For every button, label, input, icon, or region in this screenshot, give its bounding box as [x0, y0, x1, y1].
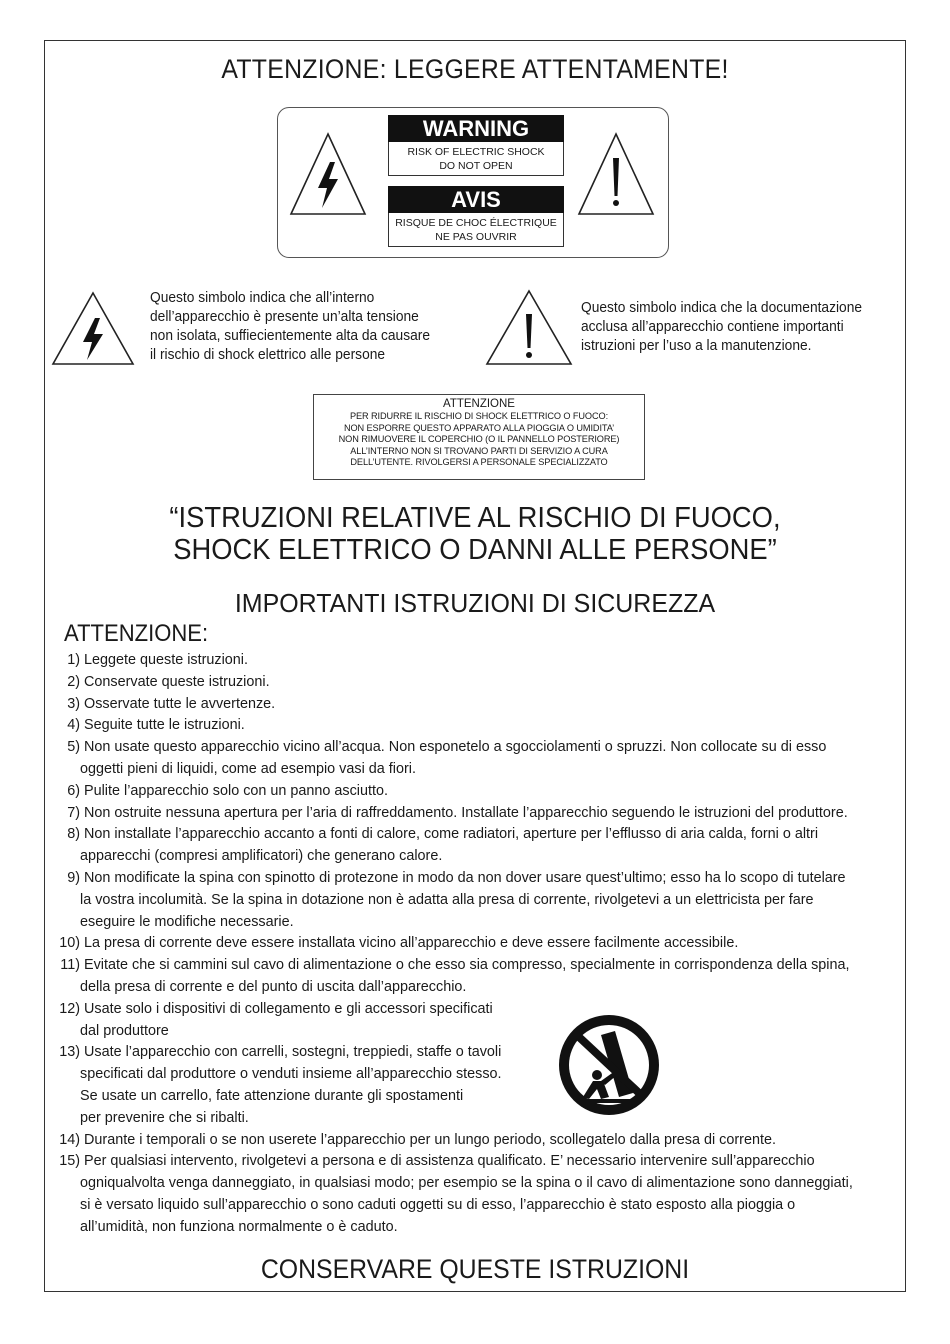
instruction-number: 7): [67, 804, 80, 821]
instruction-text: per prevenire che si ribalti.: [80, 1109, 249, 1126]
instruction-text: Usate l’apparecchio con carrelli, sostegni, treppiedi, staffe o tavoli: [84, 1044, 502, 1061]
fire-shock-title-line-1: “ISTRUZIONI RELATIVE AL RISCHIO DI FUOCO,: [169, 502, 781, 534]
instruction-text: Non installate l’apparecchio accanto a fonti di calore, come radiatori, aperture per l’efflusso di aria calda, forni o altri: [84, 826, 819, 843]
instruction-item: [50, 672, 270, 694]
instruction-item: [50, 803, 848, 825]
instruction-text: specificati dal produttore o venduti insieme all’apparecchio stesso.: [80, 1066, 502, 1083]
instruction-continuation: [50, 890, 814, 912]
attention-notice-line: PER RIDURRE IL RISCHIO DI SHOCK ELETTRICO O FUOCO:: [349, 411, 609, 421]
instruction-item: [50, 1042, 501, 1064]
avis-text: [388, 213, 564, 247]
text-line: acclusa all’apparecchio contiene importanti: [581, 319, 844, 335]
warning-line: RISK OF ELECTRIC SHOCK: [407, 146, 545, 158]
instruction-text: dal produttore: [80, 1022, 169, 1039]
instruction-text: si è versato liquido sull’apparecchio o sono caduti oggetti su di esso, l’apparecchio è stato esposto alla pioggia o: [80, 1197, 796, 1213]
instruction-continuation: [50, 1108, 249, 1130]
instruction-text: Leggete queste istruzioni.: [84, 652, 249, 668]
avis-label: AVIS: [388, 186, 564, 213]
instruction-text: Non ostruite nessuna apertura per l’aria di raffreddamento. Installate l’apparecchio seguendo le istruzioni del produttore.: [84, 804, 848, 821]
instruction-item: [50, 781, 388, 803]
instruction-text: Per qualsiasi intervento, rivolgetevi a persona e di assistenza qualificato. E’ necessario intervenire sull’apparecchio: [84, 1153, 815, 1170]
instruction-text: Se usate un carrello, fate attenzione durante gli spostamenti: [80, 1088, 464, 1104]
instruction-item: [50, 933, 738, 955]
instruction-item: [50, 999, 493, 1021]
attention-notice-heading: ATTENZIONE: [443, 398, 515, 410]
exclamation-triangle-icon: [484, 288, 574, 368]
instruction-number: 11): [60, 957, 80, 974]
warning-line: DO NOT OPEN: [439, 160, 513, 172]
warning-text: [388, 142, 564, 176]
attention-notice-line: DELL’UTENTE. RIVOLGERSI A PERSONALE SPECIALIZZATO: [350, 457, 608, 468]
text-line: Questo simbolo indica che all’interno: [150, 290, 375, 306]
instruction-continuation: [50, 912, 294, 934]
footer-title: CONSERVARE QUESTE ISTRUZIONI: [260, 1254, 690, 1284]
instruction-number: 8): [67, 826, 80, 843]
instruction-text: Osservate tutte le avvertenze.: [84, 695, 276, 712]
instruction-text: Durante i temporali o se non userete l’apparecchio per un lungo periodo, scollegatelo dalla presa di corrente.: [84, 1131, 776, 1148]
fire-shock-title-line-2: SHOCK ELETTRICO O DANNI ALLE PERSONE”: [173, 534, 777, 566]
instruction-number: 3): [67, 695, 80, 712]
avis-line: RISQUE DE CHOC ÉLECTRIQUE: [395, 217, 557, 229]
text-line: non isolata, suffiecientemente alta da causare: [150, 328, 431, 344]
instruction-item: [50, 737, 826, 759]
instruction-continuation: [50, 759, 416, 781]
electric-shock-triangle-icon: [288, 130, 368, 220]
instruction-item: [50, 824, 818, 846]
instruction-number: 1): [67, 652, 80, 668]
instruction-text: Evitate che si cammini sul cavo di alimentazione o che esso sia compresso, specialmente in corrispondenza della spina,: [84, 957, 850, 974]
instruction-number: 12): [59, 1000, 80, 1017]
warning-block: [388, 115, 564, 176]
warning-label-box: [277, 107, 669, 258]
instruction-number: 14): [59, 1131, 80, 1148]
instruction-text: della presa di corrente e del punto di uscita dall’apparecchio.: [80, 979, 467, 995]
instruction-text: Non usate questo apparecchio vicino all’acqua. Non esponetelo a sgocciolamenti o spruzzi. Non collocate su di esso: [84, 739, 827, 756]
exclamation-triangle-icon: [576, 130, 656, 220]
instruction-continuation: [50, 1086, 463, 1108]
instruction-item: [50, 694, 275, 716]
instruction-number: 9): [67, 870, 80, 886]
instruction-continuation: [50, 1064, 502, 1086]
attention-notice-line: NON RIMUOVERE IL COPERCHIO (O IL PANNELLO POSTERIORE): [338, 434, 620, 445]
instruction-text: eseguire le modifiche necessarie.: [80, 913, 294, 930]
instruction-continuation: [50, 977, 466, 999]
exclamation-symbol-description: [581, 299, 862, 356]
instruction-text: Seguite tutte le istruzioni.: [84, 717, 245, 734]
instruction-text: Pulite l’apparecchio solo con un panno asciutto.: [84, 782, 389, 799]
attention-notice-line: NON ESPORRE QUESTO APPARATO ALLA PIOGGIA O UMIDITA’: [343, 422, 615, 433]
instruction-number: 15): [59, 1153, 80, 1170]
instruction-text: apparecchi (compresi amplificatori) che generano calore.: [80, 848, 443, 865]
instruction-text: La presa di corrente deve essere installata vicino all’apparecchio e deve essere facilmente accessibile.: [84, 935, 739, 952]
instruction-number: 2): [67, 673, 80, 690]
instruction-continuation: [50, 846, 442, 868]
instruction-number: 5): [67, 739, 80, 756]
important-safety-title: IMPORTANTI ISTRUZIONI DI SICUREZZA: [234, 588, 716, 618]
instruction-text: Conservate queste istruzioni.: [84, 673, 270, 690]
instruction-text: all’umidità, non funziona normalmente o è caduto.: [80, 1218, 398, 1235]
instruction-continuation: [50, 1195, 795, 1217]
warning-label: WARNING: [388, 115, 564, 142]
text-line: istruzioni per l’uso a la manutenzione.: [581, 338, 812, 354]
instruction-text: oggetti pieni di liquidi, come ad esempio vasi da fiori.: [80, 761, 416, 777]
avis-line: NE PAS OUVRIR: [435, 231, 517, 243]
text-line: il rischio di shock elettrico alle persone: [150, 347, 386, 363]
instruction-item: [50, 715, 245, 737]
avis-block: [388, 186, 564, 247]
text-line: Questo simbolo indica che la documentazione: [581, 300, 863, 316]
instruction-text: la vostra incolumità. Se la spina in dotazione non è adatta alla presa di corrente, rivolgetevi a un elettricista per fare: [80, 891, 814, 908]
attention-heading: ATTENZIONE:: [64, 620, 209, 647]
instruction-continuation: [50, 1173, 853, 1195]
instruction-item: [50, 1130, 776, 1152]
instruction-continuation: [50, 1021, 169, 1043]
instruction-number: 6): [67, 782, 80, 799]
instruction-number: 10): [59, 935, 80, 952]
instruction-item: [50, 955, 850, 977]
instruction-continuation: [50, 1217, 398, 1239]
instruction-item: [50, 650, 248, 672]
instruction-item: [50, 1151, 815, 1173]
attention-notice-box: [313, 394, 645, 480]
instruction-text: ogniqualvolta venga danneggiato, in qualsiasi modo; per esempio se la spina o il cavo di alimentazione sono danneggiati,: [80, 1175, 853, 1192]
lightning-symbol-description: [150, 289, 430, 365]
header-title: ATTENZIONE: LEGGERE ATTENTAMENTE!: [221, 54, 729, 84]
instruction-text: Non modificate la spina con spinotto di protezone in modo da non dover usare quest’ultimo; esso ha lo scopo di tutelare: [84, 870, 846, 886]
cart-tip-over-warning-icon: [557, 1013, 661, 1117]
instruction-item: [50, 868, 846, 890]
attention-notice-line: ALL’INTERNO NON SI TROVANO PARTI DI SERVIZIO A CURA: [350, 445, 608, 456]
electric-shock-triangle-icon: [50, 290, 136, 368]
instruction-text: Usate solo i dispositivi di collegamento e gli accessori specificati: [84, 1000, 493, 1017]
text-line: dell’apparecchio è presente un’alta tensione: [150, 309, 419, 325]
instruction-number: 4): [67, 717, 80, 734]
instruction-number: 13): [59, 1044, 80, 1061]
